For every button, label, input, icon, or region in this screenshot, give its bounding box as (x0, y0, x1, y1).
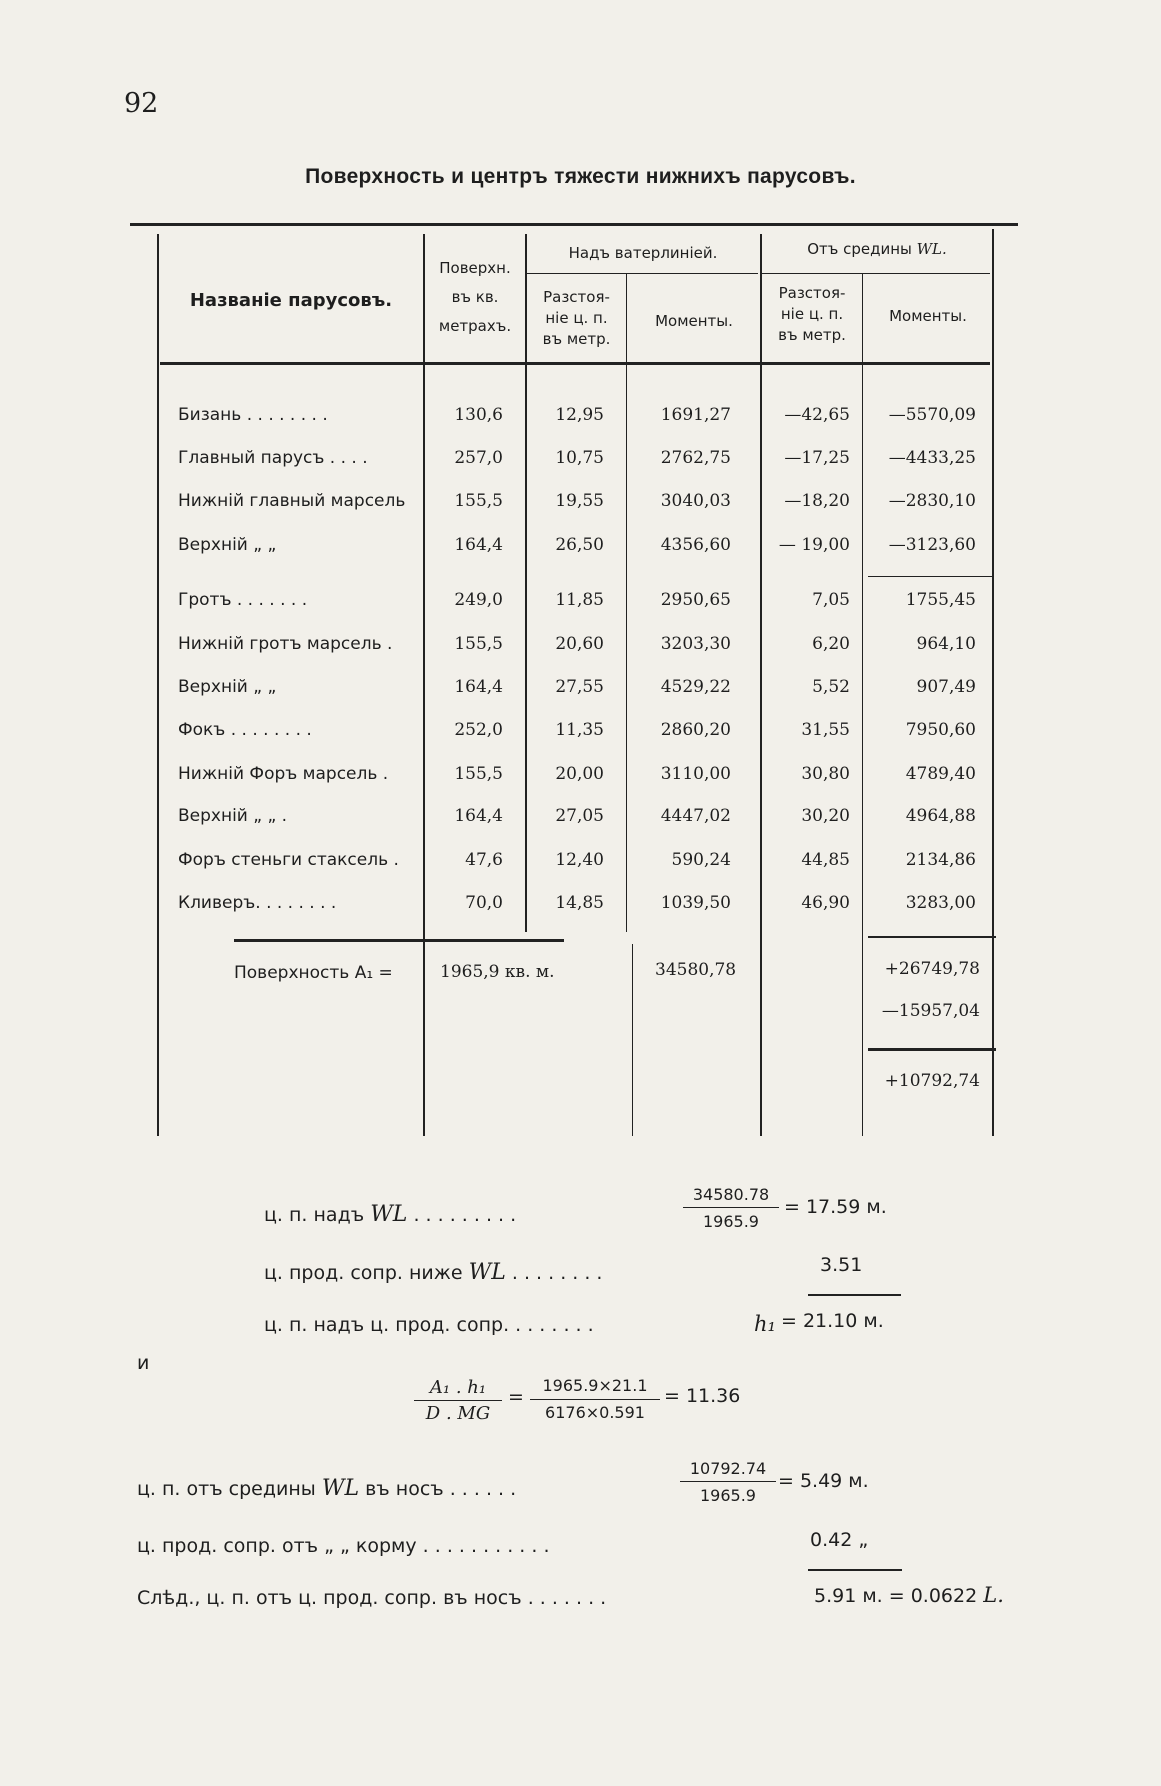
cell-dist-mid: 5,52 (812, 677, 850, 697)
totals-rule-left (234, 939, 564, 942)
cell-mom-wl: 3110,00 (660, 764, 731, 784)
calc-line-7: Слѣд., ц. п. отъ ц. прод. сопр. въ носъ . . . . . . . (137, 1587, 607, 1609)
sail-name: Нижній Форъ марсель . (178, 764, 389, 784)
cell-surface: 252,0 (454, 720, 503, 740)
cell-mom-mid: 4964,88 (905, 806, 976, 826)
total-surface-label: Поверхность A₁ = (234, 963, 393, 983)
calc-line-2: ц. прод. сопр. ниже WL . . . . . . . . (264, 1260, 603, 1285)
table-row (0, 764, 1161, 788)
table-row (0, 720, 1161, 744)
rule-above-wl (526, 273, 758, 274)
cell-surface: 155,5 (454, 764, 503, 784)
table-row (0, 491, 1161, 515)
frac-4-right-line (530, 1399, 660, 1400)
table-row (0, 590, 1161, 614)
sail-name: Кливеръ. . . . . . . . (178, 893, 337, 913)
cell-dist-wl: 14,85 (555, 893, 604, 913)
page-title: Поверхность и центръ тяжести нижнихъ парусовъ. (305, 165, 856, 188)
sail-name: Нижній гротъ марсель . (178, 634, 393, 654)
cell-dist-mid: 6,20 (812, 634, 850, 654)
calc-2-value: 3.51 (820, 1254, 863, 1276)
header-moments-wl: Моменты. (655, 312, 733, 330)
table-row (0, 893, 1161, 917)
sail-name: Бизань . . . . . . . . (178, 405, 328, 425)
cell-dist-wl: 27,05 (555, 806, 604, 826)
calc-5-result: = 5.49 м. (778, 1470, 869, 1492)
cell-dist-wl: 12,95 (555, 405, 604, 425)
cell-mom-wl: 1691,27 (660, 405, 731, 425)
cell-mom-mid: 4789,40 (905, 764, 976, 784)
frac-4-right-denominator: 6176×0.591 (545, 1403, 645, 1422)
sail-name: Форъ стеньги стаксель . (178, 850, 399, 870)
cell-mom-wl: 3203,30 (660, 634, 731, 654)
cell-mom-wl: 1039,50 (660, 893, 731, 913)
page-number: 92 (124, 88, 159, 119)
total-moments-negative: —15957,04 (881, 1001, 980, 1021)
totals-rule-right (868, 936, 996, 938)
cell-mom-mid: —4433,25 (888, 448, 976, 468)
cell-surface: 164,4 (454, 535, 503, 555)
cell-dist-wl: 20,60 (555, 634, 604, 654)
cell-dist-mid: 30,20 (801, 806, 850, 826)
frac-1-numerator: 34580.78 (692, 1185, 770, 1204)
cell-mom-wl: 3040,03 (660, 491, 731, 511)
cell-dist-wl: 27,55 (555, 677, 604, 697)
header-moments-mid: Моменты. (889, 307, 967, 325)
cell-mom-mid: 2134,86 (905, 850, 976, 870)
table-row (0, 850, 1161, 874)
table-top-rule (130, 223, 1018, 226)
cell-surface: 164,4 (454, 806, 503, 826)
equals-sign: = (508, 1386, 524, 1408)
cell-mom-mid: —5570,09 (888, 405, 976, 425)
cell-surface: 47,6 (465, 850, 503, 870)
sail-name: Главный парусъ . . . . (178, 448, 368, 468)
cell-mom-mid: 3283,00 (905, 893, 976, 913)
cell-mom-wl: 2762,75 (660, 448, 731, 468)
frac-5-denominator: 1965.9 (700, 1486, 756, 1505)
table-row (0, 405, 1161, 429)
cell-dist-wl: 11,35 (555, 720, 604, 740)
header-dist-wl: Разстоя- ніе ц. п. въ метр. (542, 288, 611, 348)
cell-dist-mid: —17,25 (784, 448, 850, 468)
calc-6-value: 0.42 „ (810, 1529, 869, 1551)
col-line-5 (862, 274, 863, 1136)
sum-rule-2 (808, 1569, 902, 1571)
table-row (0, 677, 1161, 701)
h1-symbol: h₁ (754, 1312, 776, 1336)
total-moments-wl: 34580,78 (655, 960, 737, 980)
calc-3-result: = 21.10 м. (781, 1310, 884, 1332)
cell-mom-wl: 590,24 (671, 850, 731, 870)
calc-7-result: 5.91 м. = 0.0622 L. (814, 1583, 1004, 1607)
cell-surface: 257,0 (454, 448, 503, 468)
cell-dist-mid: 31,55 (801, 720, 850, 740)
table-row (0, 806, 1161, 830)
cell-mom-mid: —2830,10 (888, 491, 976, 511)
frac-1-line (683, 1207, 779, 1208)
cell-dist-wl: 19,55 (555, 491, 604, 511)
sail-name: Фокъ . . . . . . . . (178, 720, 312, 740)
cell-dist-wl: 11,85 (555, 590, 604, 610)
rule-from-mid (762, 273, 990, 274)
frac-4-left-line (414, 1400, 502, 1401)
cell-dist-wl: 20,00 (555, 764, 604, 784)
sail-name: Верхній „ „ (178, 677, 277, 697)
header-name: Названіе парусовъ. (189, 290, 393, 311)
cell-mom-wl: 4447,02 (660, 806, 731, 826)
cell-mom-mid: 907,49 (916, 677, 976, 697)
total-moments-net: +10792,74 (884, 1071, 980, 1091)
cell-surface: 70,0 (465, 893, 503, 913)
cell-dist-wl: 12,40 (555, 850, 604, 870)
cell-mom-mid: 7950,60 (905, 720, 976, 740)
group-divider (868, 576, 994, 577)
cell-mom-wl: 4529,22 (660, 677, 731, 697)
cell-surface: 249,0 (454, 590, 503, 610)
table-row (0, 535, 1161, 559)
net-rule (868, 1048, 996, 1051)
total-moments-positive: +26749,78 (884, 959, 980, 979)
frac-4-left-numerator: A₁ . h₁ (429, 1377, 487, 1398)
sail-name: Верхній „ „ . (178, 806, 288, 826)
cell-surface: 155,5 (454, 491, 503, 511)
frac-4-left-denominator: D . MG (425, 1403, 491, 1424)
cell-dist-mid: 30,80 (801, 764, 850, 784)
sail-name: Гротъ . . . . . . . (178, 590, 308, 610)
conjunction-and: и (137, 1352, 150, 1374)
header-from-mid: Отъ средины WL. (807, 240, 947, 258)
header-bottom-rule (160, 362, 990, 365)
calc-line-3: ц. п. надъ ц. прод. сопр. . . . . . . . (264, 1314, 594, 1336)
cell-dist-mid: 7,05 (812, 590, 850, 610)
calc-line-6: ц. прод. сопр. отъ „ „ корму . . . . . . . . . . . (137, 1535, 550, 1557)
frac-5-numerator: 10792.74 (689, 1459, 767, 1478)
cell-dist-mid: —42,65 (784, 405, 850, 425)
cell-mom-wl: 2950,65 (660, 590, 731, 610)
header-above-wl: Надъ ватерлиніей. (568, 244, 718, 262)
sum-rule-1 (808, 1294, 901, 1296)
header-dist-mid: Разстоя- ніе ц. п. въ метр. (778, 284, 846, 344)
table-row (0, 448, 1161, 472)
cell-dist-mid: —18,20 (784, 491, 850, 511)
calc-line-5: ц. п. отъ средины WL въ носъ . . . . . . (137, 1476, 517, 1501)
cell-dist-mid: — 19,00 (778, 535, 850, 555)
header-surface: Поверхн. въ кв. метрахъ. (438, 259, 512, 335)
cell-surface: 164,4 (454, 677, 503, 697)
total-surface-value: 1965,9 кв. м. (440, 962, 555, 982)
frac-5-line (680, 1481, 776, 1482)
cell-mom-mid: 1755,45 (905, 590, 976, 610)
cell-mom-wl: 4356,60 (660, 535, 731, 555)
cell-mom-mid: 964,10 (916, 634, 976, 654)
table-row (0, 634, 1161, 658)
cell-mom-mid: —3123,60 (888, 535, 976, 555)
frac-4-right-numerator: 1965.9×21.1 (542, 1376, 648, 1395)
cell-surface: 130,6 (454, 405, 503, 425)
cell-mom-wl: 2860,20 (660, 720, 731, 740)
sail-name: Нижній главный марсель (178, 491, 406, 511)
cell-dist-wl: 10,75 (555, 448, 604, 468)
cell-dist-mid: 44,85 (801, 850, 850, 870)
calc-1-result: = 17.59 м. (784, 1196, 887, 1218)
cell-dist-mid: 46,90 (801, 893, 850, 913)
calc-4-result: = 11.36 (664, 1385, 741, 1407)
sail-name: Верхній „ „ (178, 535, 277, 555)
cell-dist-wl: 26,50 (555, 535, 604, 555)
calc-line-1: ц. п. надъ WL . . . . . . . . . (264, 1202, 517, 1227)
frac-1-denominator: 1965.9 (703, 1212, 759, 1231)
col-line-3b (632, 944, 633, 1136)
cell-surface: 155,5 (454, 634, 503, 654)
